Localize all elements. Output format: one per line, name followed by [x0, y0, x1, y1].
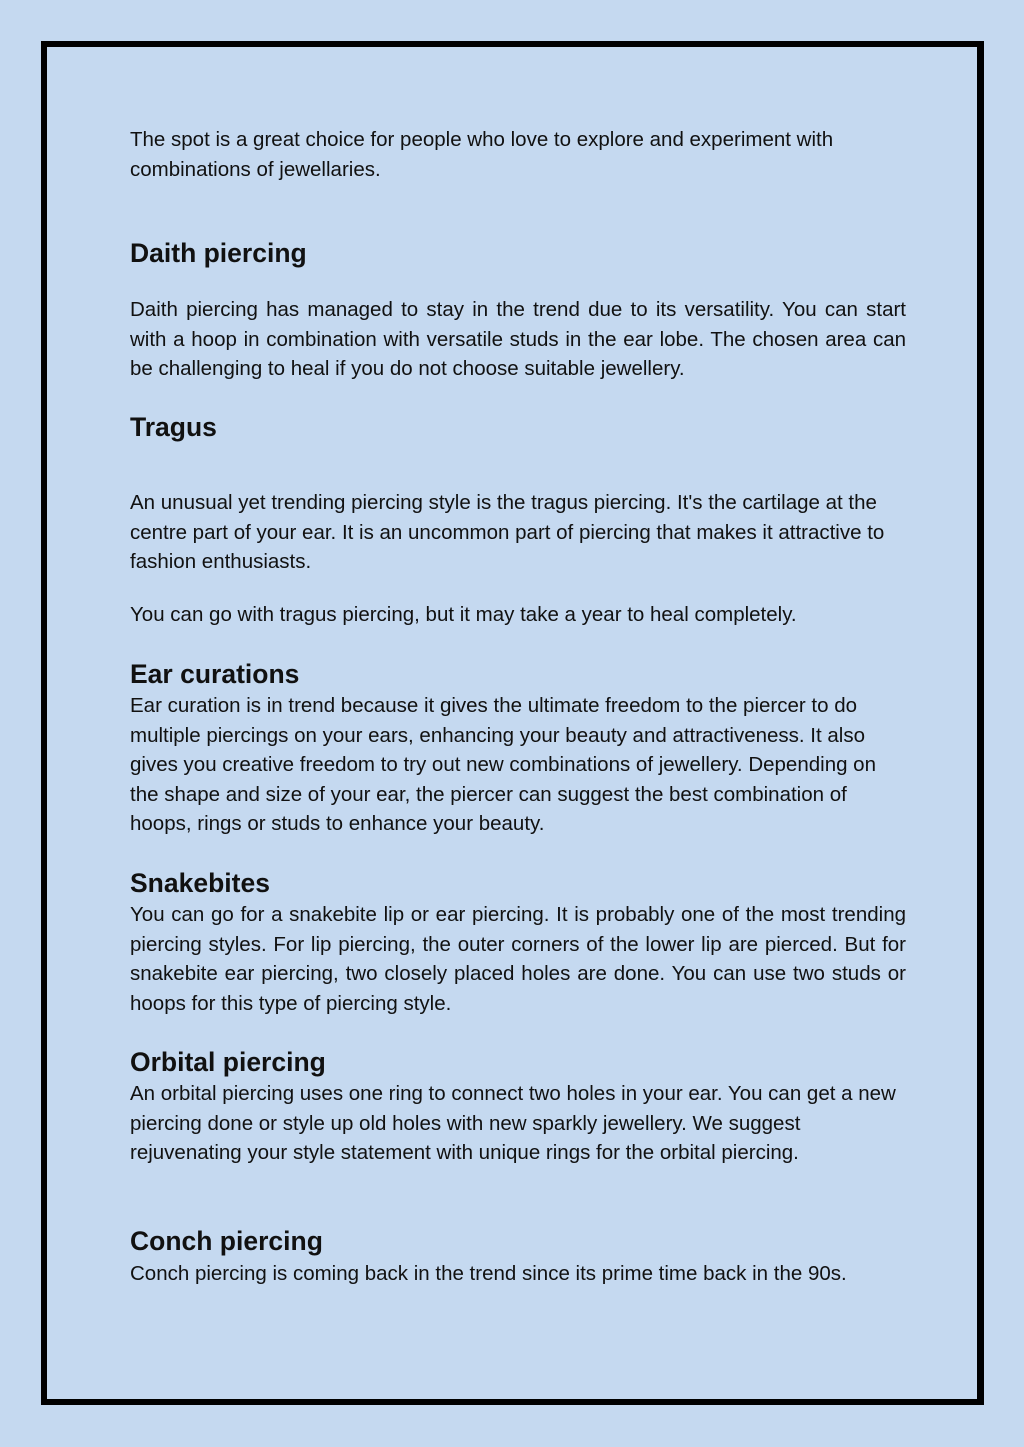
section-paragraph-orbital: An orbital piercing uses one ring to connect two holes in your ear. You can get a new piercing done or style up old holes with new sparkly jewellery. We suggest rejuvenating your style statement with unique rings for the orbital piercing.: [130, 1082, 896, 1164]
page-frame: [41, 41, 984, 1405]
section-heading-orbital: Orbital piercing: [130, 1047, 326, 1077]
section-heading-conch: Conch piercing: [130, 1226, 323, 1256]
section-paragraph-ear-curations: Ear curation is in trend because it gives the ultimate freedom to the piercer to do multiple piercings on your ears, enhancing your beauty and attractiveness. It also gives you creative freedom to try out new combinations of jewellery. Depending on the shape and size of your ear, the piercer can suggest the best combination of hoops, rings or studs to enhance your beauty.: [130, 694, 876, 835]
section-paragraph-conch: Conch piercing is coming back in the trend since its prime time back in the 90s.: [130, 1262, 847, 1285]
section-paragraph-tragus-2: You can go with tragus piercing, but it may take a year to heal completely.: [130, 603, 797, 626]
section-heading-daith: Daith piercing: [130, 238, 307, 268]
section-paragraph-tragus-1: An unusual yet trending piercing style is the tragus piercing. It's the cartilage at the centre part of your ear. It is an uncommon part of piercing that makes it attractive to fashion enthusiasts.: [130, 491, 885, 573]
section-heading-snakebites: Snakebites: [130, 868, 270, 898]
section-paragraph-snakebites: You can go for a snakebite lip or ear piercing. It is probably one of the most trending piercing styles. For lip piercing, the outer corners of the lower lip are pierced. But for snakebite ear piercing, two closely placed holes are done. You can use two studs or hoops for this type of piercing style.: [130, 903, 906, 1015]
section-heading-tragus: Tragus: [130, 412, 217, 442]
section-paragraph-daith: Daith piercing has managed to stay in the trend due to its versatility. You can start with a hoop in combination with versatile studs in the ear lobe. The chosen area can be challenging to heal if you do not choose suitable jewellery.: [130, 298, 906, 380]
section-heading-ear-curations: Ear curations: [130, 659, 300, 689]
intro-paragraph: The spot is a great choice for people who love to explore and experiment with combinations of jewellaries.: [130, 128, 834, 181]
